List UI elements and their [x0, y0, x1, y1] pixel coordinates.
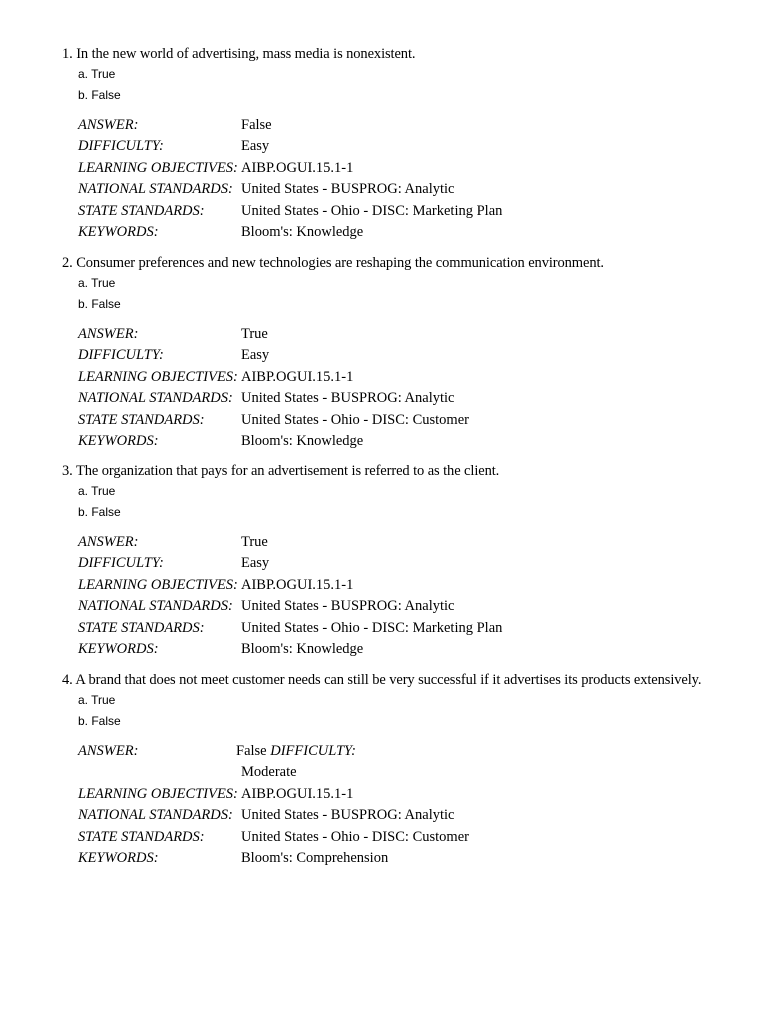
option-a: a. True — [78, 693, 116, 707]
difficulty-row — [78, 345, 752, 366]
learning-objectives-label: LEARNING OBJECTIVES: — [78, 576, 238, 593]
question-metadata — [78, 532, 752, 660]
difficulty-row — [78, 762, 752, 783]
option-b: b. False — [78, 88, 121, 102]
difficulty-label: DIFFICULTY: — [78, 138, 164, 155]
keywords-label: KEYWORDS: — [78, 432, 159, 449]
learning-objectives-row — [78, 575, 752, 596]
national-standards-row — [78, 596, 752, 617]
answer-options — [78, 273, 752, 315]
learning-objectives-label: LEARNING OBJECTIVES: — [78, 368, 238, 385]
question-metadata — [78, 741, 752, 869]
difficulty-label: DIFFICULTY: — [270, 743, 357, 759]
national-standards-value: United States - BUSPROG: Analytic — [241, 181, 455, 198]
national-standards-row — [78, 388, 752, 409]
answer-row — [78, 115, 752, 136]
question-4 — [62, 671, 752, 869]
question-stem: 1. In the new world of advertising, mass media is nonexistent. — [62, 46, 416, 62]
question-1 — [62, 45, 752, 243]
answer-options — [78, 64, 752, 106]
national-standards-row — [78, 179, 752, 200]
difficulty-value: Easy — [241, 555, 270, 572]
option-a: a. True — [78, 276, 116, 290]
difficulty-label: DIFFICULTY: — [78, 347, 164, 364]
option-b: b. False — [78, 505, 121, 519]
national-standards-label: NATIONAL STANDARDS: — [78, 598, 233, 615]
difficulty-row — [78, 136, 752, 157]
difficulty-value: Easy — [241, 347, 270, 364]
state-standards-label: STATE STANDARDS: — [78, 202, 205, 219]
difficulty-label: DIFFICULTY: — [78, 555, 164, 572]
state-standards-label: STATE STANDARDS: — [78, 619, 205, 636]
answer-label: ANSWER: — [78, 534, 139, 550]
difficulty-row — [78, 553, 752, 574]
question-3 — [62, 462, 752, 660]
keywords-value: Bloom's: Knowledge — [241, 223, 364, 240]
question-metadata — [78, 115, 752, 243]
learning-objectives-value: AIBP.OGUI.15.1-1 — [241, 368, 354, 385]
question-stem: 3. The organization that pays for an advertisement is referred to as the client. — [62, 463, 500, 479]
keywords-label: KEYWORDS: — [78, 223, 159, 240]
national-standards-row — [78, 805, 752, 826]
state-standards-row — [78, 410, 752, 431]
state-standards-value: United States - Ohio - DISC: Marketing Plan — [241, 619, 503, 636]
keywords-row — [78, 848, 752, 869]
answer-value: False — [236, 743, 267, 759]
question-stem: 4. A brand that does not meet customer needs can still be very successful if it advertises its products extensively. — [62, 672, 702, 688]
answer-label: ANSWER: — [78, 117, 139, 133]
state-standards-label: STATE STANDARDS: — [78, 828, 205, 845]
learning-objectives-value: AIBP.OGUI.15.1-1 — [241, 785, 354, 802]
option-b: b. False — [78, 297, 121, 311]
answer-label: ANSWER: — [78, 743, 139, 759]
keywords-value: Bloom's: Comprehension — [241, 849, 389, 866]
answer-row — [78, 324, 752, 345]
learning-objectives-row — [78, 158, 752, 179]
national-standards-value: United States - BUSPROG: Analytic — [241, 390, 455, 407]
answer-label: ANSWER: — [78, 326, 139, 342]
state-standards-value: United States - Ohio - DISC: Customer — [241, 828, 469, 845]
keywords-row — [78, 222, 752, 243]
state-standards-row — [78, 827, 752, 848]
state-standards-row — [78, 618, 752, 639]
learning-objectives-row — [78, 367, 752, 388]
keywords-value: Bloom's: Knowledge — [241, 640, 364, 657]
national-standards-label: NATIONAL STANDARDS: — [78, 390, 233, 407]
answer-row — [78, 741, 752, 762]
learning-objectives-value: AIBP.OGUI.15.1-1 — [241, 576, 354, 593]
difficulty-value: Moderate — [241, 764, 297, 781]
state-standards-value: United States - Ohio - DISC: Customer — [241, 411, 469, 428]
national-standards-value: United States - BUSPROG: Analytic — [241, 807, 455, 824]
learning-objectives-row — [78, 784, 752, 805]
state-standards-row — [78, 201, 752, 222]
learning-objectives-value: AIBP.OGUI.15.1-1 — [241, 159, 354, 176]
state-standards-value: United States - Ohio - DISC: Marketing Plan — [241, 202, 503, 219]
answer-value: False — [241, 117, 272, 133]
answer-value: True — [241, 326, 268, 342]
option-a: a. True — [78, 484, 116, 498]
keywords-label: KEYWORDS: — [78, 849, 159, 866]
option-b: b. False — [78, 714, 121, 728]
answer-value-with-difficulty — [236, 741, 356, 762]
question-stem: 2. Consumer preferences and new technologies are reshaping the communication environment. — [62, 255, 604, 271]
state-standards-label: STATE STANDARDS: — [78, 411, 205, 428]
question-metadata — [78, 324, 752, 452]
national-standards-value: United States - BUSPROG: Analytic — [241, 598, 455, 615]
difficulty-value: Easy — [241, 138, 270, 155]
answer-options — [78, 690, 752, 732]
question-2 — [62, 254, 752, 452]
answer-value: True — [241, 534, 268, 550]
keywords-row — [78, 639, 752, 660]
national-standards-label: NATIONAL STANDARDS: — [78, 807, 233, 824]
option-a: a. True — [78, 67, 116, 81]
answer-options — [78, 481, 752, 523]
answer-row — [78, 532, 752, 553]
keywords-row — [78, 431, 752, 452]
national-standards-label: NATIONAL STANDARDS: — [78, 181, 233, 198]
keywords-value: Bloom's: Knowledge — [241, 432, 364, 449]
learning-objectives-label: LEARNING OBJECTIVES: — [78, 159, 238, 176]
keywords-label: KEYWORDS: — [78, 640, 159, 657]
learning-objectives-label: LEARNING OBJECTIVES: — [78, 785, 238, 802]
